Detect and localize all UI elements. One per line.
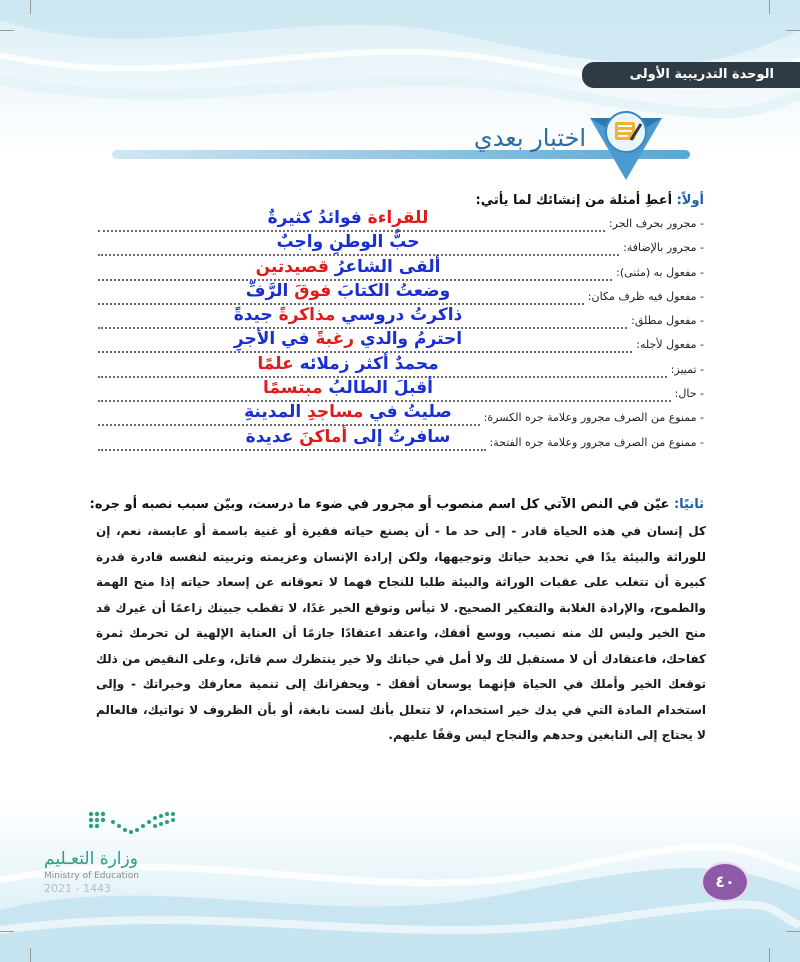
ministry-name-english: Ministry of Education bbox=[44, 871, 139, 881]
answer-text: ذاكرتُ دروسي bbox=[335, 305, 463, 326]
exercise-label: - تمييز: bbox=[670, 362, 704, 376]
exercise-row bbox=[98, 380, 704, 404]
answer-text: محمدٌ أكثر زملائه bbox=[293, 353, 439, 374]
exercise-label: - مجرور بحرف الجر: bbox=[608, 217, 704, 230]
page-number-badge: ٤٠ bbox=[701, 862, 749, 902]
notebook-pencil-icon bbox=[585, 100, 667, 182]
section-two-instruction: عيّن في النص الآتي كل اسم منصوب أو مجرور في ضوء ما درست، وبيّن سبب نصبه أو جره: bbox=[89, 497, 670, 512]
exercise-row bbox=[98, 426, 704, 453]
unit-tab: الوحدة التدريبية الأولى bbox=[582, 62, 800, 88]
exercise-label: - ممنوع من الصرف مجرور وعلامة جره الفتحة: bbox=[489, 435, 704, 449]
answer-highlight: للقراءة bbox=[361, 208, 429, 228]
answer-text: ألقى الشاعرُ bbox=[328, 256, 441, 277]
answer-text: حبُّ الوطنِ واجبٌ bbox=[276, 232, 420, 253]
answer-highlight: مبتسمًا bbox=[263, 378, 323, 399]
crop-mark bbox=[0, 30, 14, 31]
crop-mark bbox=[30, 0, 31, 14]
exercise-row bbox=[98, 234, 704, 258]
crop-mark bbox=[786, 30, 800, 31]
answer-text: في الأجرِ bbox=[233, 329, 316, 350]
answer-highlight: علمًا bbox=[257, 353, 294, 374]
exercise-row bbox=[98, 256, 704, 283]
crop-mark bbox=[769, 948, 770, 962]
exercise-row bbox=[98, 404, 704, 428]
answer-text: المدينةِ bbox=[244, 402, 308, 423]
exercise-label: - مفعول لأجله: bbox=[636, 338, 704, 352]
handwritten-answer bbox=[234, 329, 462, 349]
answer-dotted-line bbox=[98, 447, 486, 451]
answer-text: أقبلَ الطالبُ bbox=[322, 378, 433, 399]
section-one-heading bbox=[476, 193, 705, 208]
answer-text: وضعتُ الكتابَ bbox=[331, 280, 451, 301]
exercise-rows bbox=[98, 210, 704, 453]
answer-highlight: أماكنَ bbox=[299, 426, 348, 447]
answer-text: صليتُ في bbox=[363, 402, 452, 423]
exercise-row bbox=[98, 331, 704, 355]
answer-text: جيدةً bbox=[233, 305, 279, 326]
crop-mark bbox=[769, 0, 770, 14]
answer-text: الرَّفِّ bbox=[245, 280, 295, 301]
answer-text: فوائدُ كثيرةٌ bbox=[267, 208, 362, 228]
exercise-row bbox=[98, 210, 704, 234]
crop-mark bbox=[786, 931, 800, 932]
ministry-name-arabic: وزارة التعـليم bbox=[44, 849, 138, 869]
answer-highlight: مساجدِ bbox=[307, 402, 364, 423]
exercise-label: - مفعول فيه ظرف مكان: bbox=[587, 289, 704, 303]
answer-text: احترمُ والدي bbox=[354, 329, 463, 350]
exercise-row bbox=[98, 353, 704, 380]
crop-mark bbox=[30, 948, 31, 962]
exercise-label: - حال: bbox=[674, 387, 704, 401]
section-two-heading bbox=[90, 497, 704, 512]
handwritten-answer bbox=[268, 208, 429, 228]
section-one-number: أولاً: bbox=[676, 193, 704, 208]
answer-highlight: مذاكرةً bbox=[278, 305, 336, 326]
handwritten-answer bbox=[246, 427, 451, 447]
page-title: اختبار بعدي bbox=[473, 124, 587, 152]
handwritten-answer bbox=[246, 281, 450, 301]
answer-highlight: فوقَ bbox=[294, 280, 332, 301]
handwritten-answer bbox=[256, 257, 441, 277]
exercise-label: - ممنوع من الصرف مجرور وعلامة جره الكسرة: bbox=[483, 411, 704, 425]
handwritten-answer bbox=[263, 378, 433, 398]
exercise-label: - مفعول به (مثنى): bbox=[616, 265, 704, 279]
exercise-row bbox=[98, 307, 704, 331]
handwritten-answer bbox=[257, 354, 438, 374]
handwritten-answer bbox=[244, 402, 452, 422]
reading-passage: كل إنسان في هذه الحياة قادر - إلى حد ما - أن يصنع حياته فقيرة أو غنية باسمة أو عابسة، نعم، إن للوراثة والبيئة يدًا في تحديد حياتك وتوجيهها، ولكن إرادة الإنسان وعزيمته وتربيته لنفسه قادرة قدرة كبيرة أن تتغلب على عقبات الوراثة والبيئة طلبا للنجاح فهما لا تعوقانه عن إسعاد حياته إذا منح الهمة والطموح، والإرادة الغلابة والتفكير الصحيح. لا تيأس وتوقع الخير غدًا، لا تقطب جبينك زاعمًا أن غيرك قد منح الخير وليس لك منه نصيب، ووسع أفقك، واعتقد اعتقادًا جازمًا أن العناية الإلهية لن تحرمك ثمرة كفاحك، فاعتقادك أن لا مستقبل لك ولا أمل في حياتك ولا خير ينتظرك سم قاتل، وعلى النقيض من ذلك توقعك الخير وأملك في الحياة فإنهما يوسعان أفقك - ويحفزانك إلى تنمية معارفك وخبراتك - وإلى استخدام المادة التي في يدك خير استخدام، لا تتعلل بأنك لست نابغة، أو بأن الظروف لا تواتيك، فالعالم لا يحتاج إلى النابغين وحدهم والنجاح ليس وقفًا عليهم. bbox=[96, 524, 706, 742]
handwritten-answer bbox=[234, 305, 463, 325]
section-two-number: ثانيًا: bbox=[673, 497, 704, 512]
edition-year: 2021 - 1443 bbox=[44, 882, 111, 895]
exercise-row bbox=[98, 280, 704, 307]
answer-text: سافرتُ إلى bbox=[347, 426, 451, 447]
crop-mark bbox=[0, 931, 14, 932]
answer-highlight: رغبةً bbox=[315, 329, 355, 350]
exercise-label: - مجرور بالإضافة: bbox=[623, 241, 704, 255]
ministry-logo-icon bbox=[85, 808, 180, 842]
answer-highlight: قصيدتين bbox=[255, 256, 329, 277]
exercise-label: - مفعول مطلق: bbox=[631, 314, 704, 328]
answer-text: عديدة bbox=[245, 426, 300, 447]
handwritten-answer bbox=[277, 232, 420, 252]
section-one-instruction: أعطِ أمثلة من إنشائك لما يأتي: bbox=[475, 193, 673, 208]
